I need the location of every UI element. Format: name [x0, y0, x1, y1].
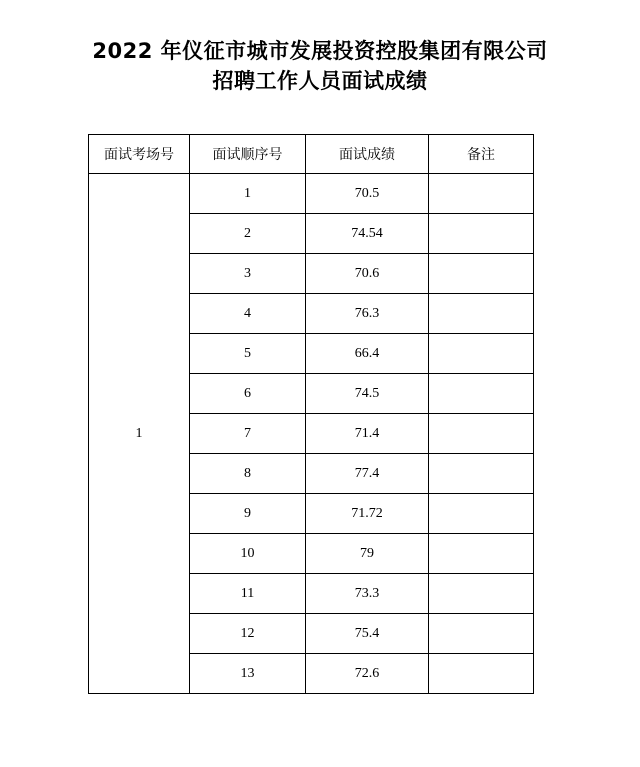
order-cell: 13	[190, 654, 306, 694]
order-cell: 8	[190, 454, 306, 494]
order-cell: 3	[190, 254, 306, 294]
room-number-cell: 1	[89, 174, 190, 694]
note-cell	[429, 454, 534, 494]
note-cell	[429, 174, 534, 214]
score-cell: 77.4	[306, 454, 429, 494]
note-cell	[429, 654, 534, 694]
score-cell: 70.5	[306, 174, 429, 214]
header-note: 备注	[429, 135, 534, 174]
order-cell: 5	[190, 334, 306, 374]
table-header-row	[89, 135, 534, 174]
note-cell	[429, 214, 534, 254]
title-line-2: 招聘工作人员面试成绩	[212, 69, 428, 93]
score-cell: 66.4	[306, 334, 429, 374]
header-score: 面试成绩	[306, 135, 429, 174]
score-cell: 76.3	[306, 294, 429, 334]
note-cell	[429, 334, 534, 374]
header-order: 面试顺序号	[190, 135, 306, 174]
order-cell: 10	[190, 534, 306, 574]
order-cell: 11	[190, 574, 306, 614]
score-cell: 72.6	[306, 654, 429, 694]
score-cell: 75.4	[306, 614, 429, 654]
title-line-1: 2022 年仪征市城市发展投资控股集团有限公司	[92, 39, 548, 63]
document-title	[0, 36, 640, 96]
order-cell: 2	[190, 214, 306, 254]
note-cell	[429, 294, 534, 334]
note-cell	[429, 254, 534, 294]
order-cell: 7	[190, 414, 306, 454]
score-cell: 71.4	[306, 414, 429, 454]
order-cell: 12	[190, 614, 306, 654]
note-cell	[429, 414, 534, 454]
note-cell	[429, 534, 534, 574]
note-cell	[429, 574, 534, 614]
score-cell: 70.6	[306, 254, 429, 294]
table-row	[89, 174, 534, 214]
note-cell	[429, 494, 534, 534]
order-cell: 1	[190, 174, 306, 214]
score-cell: 71.72	[306, 494, 429, 534]
interview-score-table	[88, 134, 534, 694]
score-cell: 73.3	[306, 574, 429, 614]
score-cell: 74.54	[306, 214, 429, 254]
order-cell: 6	[190, 374, 306, 414]
order-cell: 9	[190, 494, 306, 534]
score-cell: 74.5	[306, 374, 429, 414]
note-cell	[429, 614, 534, 654]
note-cell	[429, 374, 534, 414]
score-cell: 79	[306, 534, 429, 574]
order-cell: 4	[190, 294, 306, 334]
header-room: 面试考场号	[89, 135, 190, 174]
